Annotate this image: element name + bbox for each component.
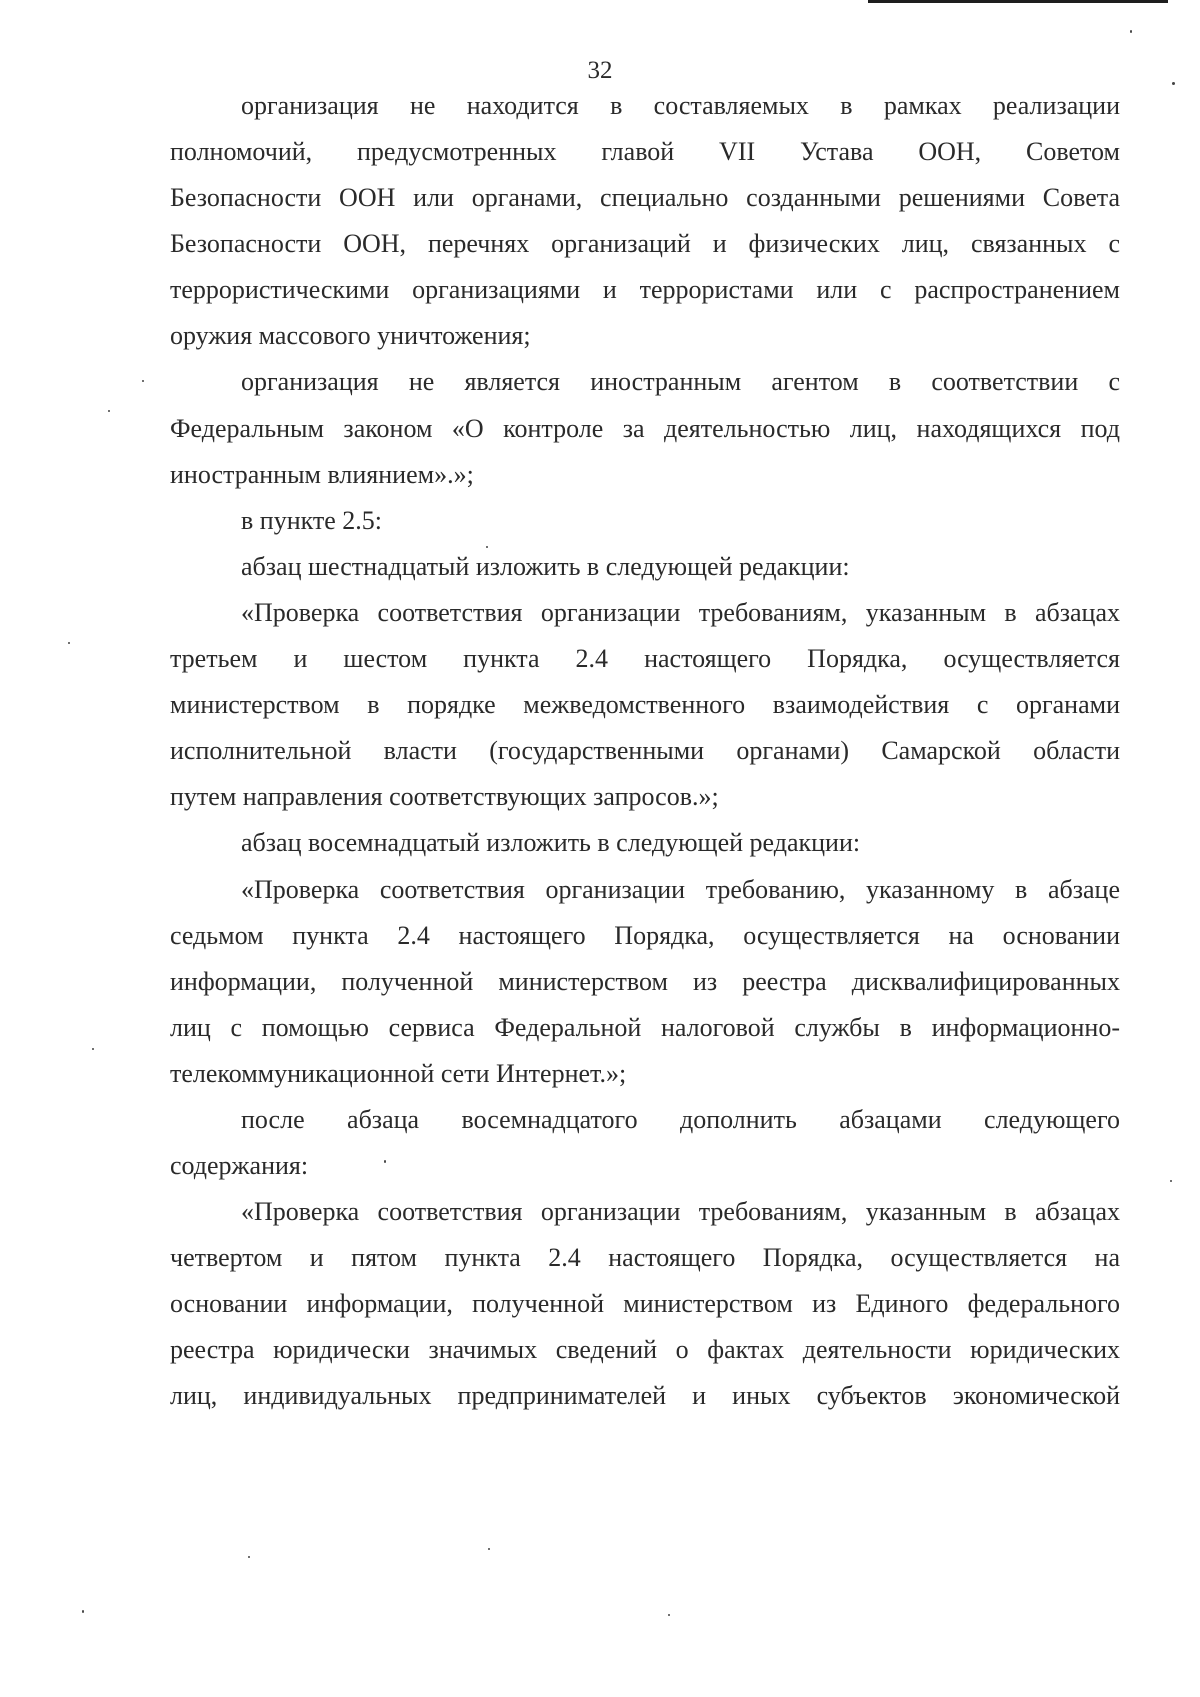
scan-speck (486, 546, 488, 548)
text-line: путем направления соответствующих запросов.»; (170, 782, 719, 811)
text-line: полномочий, предусмотренных главой VII Устава ООН, Советом (170, 137, 1120, 166)
scan-speck (668, 1614, 670, 1616)
scan-speck (82, 1610, 84, 1613)
scan-speck (108, 410, 110, 412)
text-line: министерством в порядке межведомственного взаимодействия с органами (170, 690, 1120, 719)
text-line: реестра юридически значимых сведений о фактах деятельности юридических (170, 1335, 1120, 1364)
scan-speck (1130, 30, 1132, 33)
scan-speck (248, 1556, 250, 1558)
text-line: телекоммуникационной сети Интернет.»; (170, 1059, 627, 1088)
text-line: исполнительной власти (государственными органами) Самарской области (170, 736, 1120, 765)
text-line: информации, полученной министерством из реестра дисквалифицированных (170, 967, 1120, 996)
text-line: оружия массового уничтожения; (170, 321, 531, 350)
text-line: Безопасности ООН, перечнях организаций и физических лиц, связанных с (170, 229, 1120, 258)
text-line: Безопасности ООН или органами, специально созданными решениями Совета (170, 183, 1120, 212)
scan-speck (142, 380, 144, 382)
scan-speck (1170, 1180, 1172, 1182)
text-line: «Проверка соответствия организации требованиям, указанным в абзацах (241, 1197, 1120, 1226)
scan-speck (92, 1048, 94, 1050)
text-line: третьем и шестом пункта 2.4 настоящего Порядка, осуществляется (170, 644, 1120, 673)
text-line: организация не является иностранным агентом в соответствии с (241, 367, 1120, 396)
scan-speck (488, 1548, 490, 1550)
text-line: абзац восемнадцатый изложить в следующей редакции: (241, 828, 861, 857)
scan-speck (384, 1160, 386, 1163)
page-number: 32 (587, 57, 613, 84)
text-line: в пункте 2.5: (241, 506, 383, 535)
text-line: абзац шестнадцатый изложить в следующей редакции: (241, 552, 850, 581)
text-line: содержания: (170, 1151, 309, 1180)
scan-speck (1172, 82, 1175, 85)
text-line: основании информации, полученной министерством из Единого федерального (170, 1289, 1120, 1318)
text-line: иностранным влиянием».»; (170, 460, 474, 489)
text-line: Федеральным законом «О контроле за деятельностью лиц, находящихся под (170, 414, 1120, 443)
text-line: после абзаца восемнадцатого дополнить абзацами следующего (241, 1105, 1120, 1134)
top-rule (868, 0, 1168, 3)
text-line: террористическими организациями и террористами или с распространением (170, 275, 1120, 304)
text-line: седьмом пункта 2.4 настоящего Порядка, осуществляется на основании (170, 921, 1120, 950)
text-line: «Проверка соответствия организации требованию, указанному в абзаце (241, 875, 1120, 904)
text-line: организация не находится в составляемых в рамках реализации (241, 91, 1120, 120)
text-line: лиц с помощью сервиса Федеральной налоговой службы в информационно- (170, 1013, 1120, 1042)
text-line: четвертом и пятом пункта 2.4 настоящего Порядка, осуществляется на (170, 1243, 1120, 1272)
text-line: «Проверка соответствия организации требованиям, указанным в абзацах (241, 598, 1120, 627)
text-line: лиц, индивидуальных предпринимателей и иных субъектов экономической (170, 1381, 1120, 1410)
scan-speck (68, 642, 70, 644)
